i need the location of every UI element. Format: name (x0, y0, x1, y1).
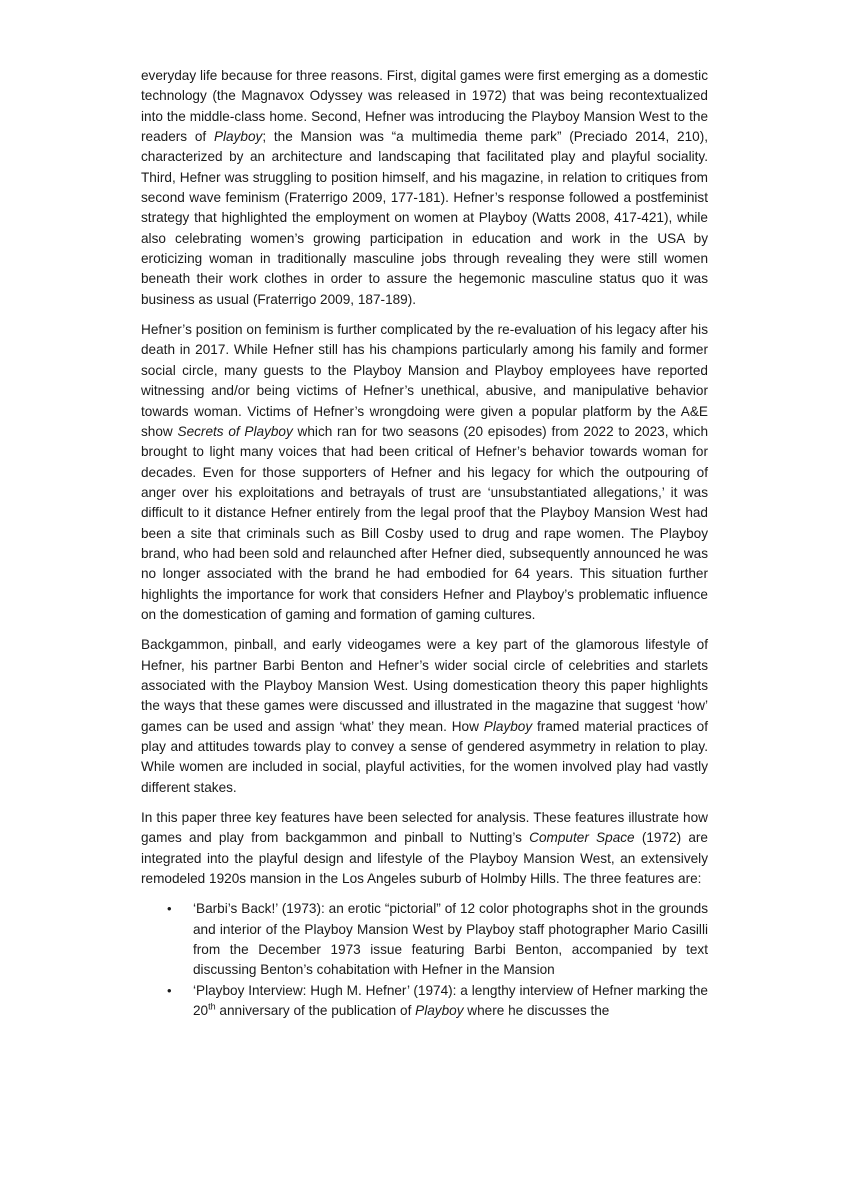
paragraph-3: Backgammon, pinball, and early videogames were a key part of the glamorous lifestyle of Hefner, his partner Barbi Benton and Hefner’s wider social circle of celebrities and starlets associated with the Playboy Mansion West. Using domestication theory this paper highlights the ways that these games were discussed and illustrated in the magazine that suggest ‘how’ games can be used and assign ‘what’ they mean. How Playboy framed material practices of play and attitudes towards play to convey a sense of gendered asymmetry in relation to play. While women are included in social, playful activities, for the women involved play had vastly different stakes. (141, 637, 708, 795)
body-text (141, 66, 708, 1021)
feature-list (141, 899, 708, 1021)
list-item: • ‘Barbi’s Back!’ (1973): an erotic “pictorial” of 12 color photographs shot in the grounds and interior of the Playboy Mansion West by Playboy staff photographer Mario Casilli from the December 1973 issue featuring Barbi Benton, accompanied by text discussing Benton’s cohabitation with Hefner in the Mansion (167, 901, 708, 978)
paragraph-2: Hefner’s position on feminism is further complicated by the re-evaluation of his legacy after his death in 2017. While Hefner still has his champions particularly among his family and former social circle, many guests to the Playboy Mansion and Playboy employees have reported witnessing and/or being victims of Hefner’s unethical, abusive, and manipulative behavior towards woman. Victims of Hefner’s wrongdoing were given a popular platform by the A&E show Secrets of Playboy which ran for two seasons (20 episodes) from 2022 to 2023, which brought to light many voices that had been critical of Hefner’s behavior towards woman for decades. Even for those supporters of Hefner and his legacy for which the outpouring of anger over his exploitations and betrayals of trust are ‘unsubstantiated allegations,’ it was difficult to it distance Hefner entirely from the legal proof that the Playboy Mansion West had been a site that criminals such as Bill Cosby used to drug and rape women. The Playboy brand, who had been sold and relaunched after Hefner died, subsequently announced he was no longer associated with the brand he had embodied for 64 years. This situation further highlights the importance for work that considers Hefner and Playboy’s problematic influence on the domestication of gaming and formation of gaming cultures. (141, 322, 709, 622)
list-item: • ‘Playboy Interview: Hugh M. Hefner’ (1974): a lengthy interview of Hefner marking the 20th anniversary of the publication of Playboy where he discusses the (167, 982, 708, 1019)
paragraph-4: In this paper three key features have been selected for analysis. These features illustrate how games and play from backgammon and pinball to Nutting’s Computer Space (1972) are integrated into the playful design and lifestyle of the Playboy Mansion West, an extensively remodeled 1920s mansion in the Los Angeles suburb of Holmby Hills. The three features are: (141, 810, 708, 887)
bullet-icon: • (167, 982, 172, 998)
bullet-icon: • (167, 901, 172, 917)
paragraph-1: everyday life because for three reasons. First, digital games were first emerging as a domestic technology (the Magnavox Odyssey was released in 1972) that was being recontextualized into the middle-class home. Second, Hefner was introducing the Playboy Mansion West to the readers of Playboy; the Mansion was “a multimedia theme park” (Preciado 2014, 210), characterized by an architecture and landscaping that facilitated play and playful sociality. Third, Hefner was struggling to position himself, and his magazine, in relation to critiques from second wave feminism (Fraterrigo 2009, 177-181). Hefner’s response followed a postfeminist strategy that highlighted the employment on women at Playboy (Watts 2008, 417-421), while also celebrating women’s growing participation in education and work in the USA by eroticizing woman in traditionally masculine jobs through revealing they were still women beneath their work clothes in order to assure the hegemonic masculine status quo it was business as usual (Fraterrigo 2009, 187-189). (141, 68, 708, 307)
